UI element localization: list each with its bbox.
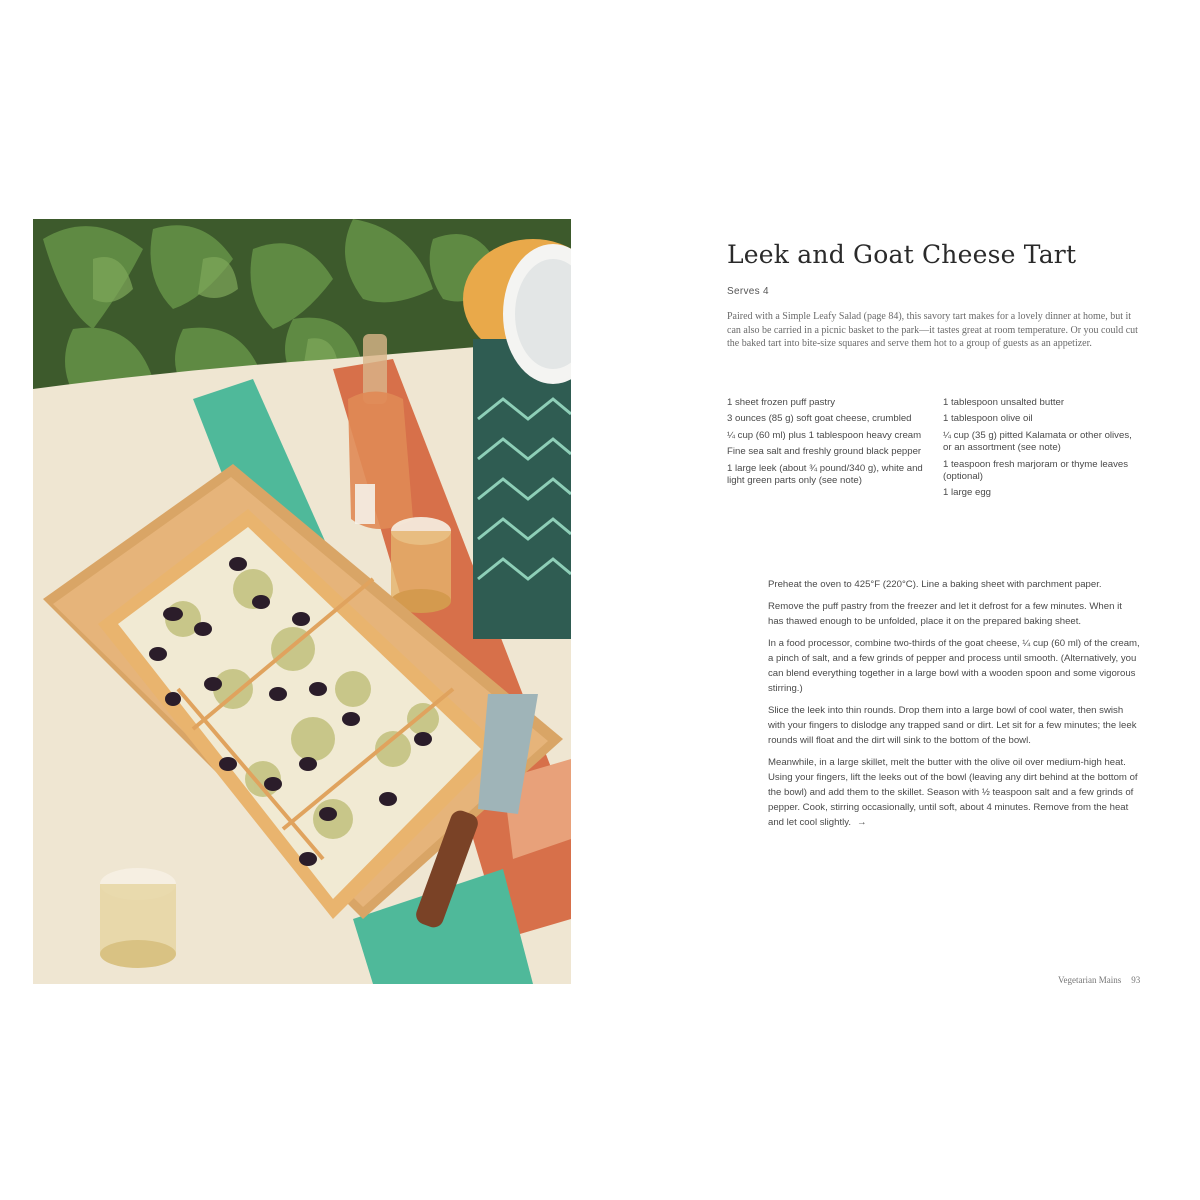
ingredient-item: ¼ cup (35 g) pitted Kalamata or other olives, or an assortment (see note) [943, 429, 1132, 454]
method-step: In a food processor, combine two-thirds of the goat cheese, ¼ cup (60 ml) of the cream, a pinch of salt, and a few grinds of pepper and process until smooth. (Alternatively, you can blend everything together in a large bowl with a wooden spoon and some vigorous stirring.) [768, 638, 1140, 694]
recipe-photo [33, 219, 571, 984]
ingredient-item: 1 large egg [943, 487, 992, 499]
method-step-last [768, 755, 1140, 830]
ingredient-item: 1 sheet frozen puff pastry [727, 397, 836, 408]
picnic-tart-illustration [33, 219, 571, 984]
method-step: Slice the leek into thin rounds. Drop them into a large bowl of cool water, then swish with your fingers to dislodge any trapped sand or dirt. Let sit for a few minutes; the leek rounds will float and the dirt will sink to the bottom of the bowl. [768, 705, 1137, 746]
ingredient-item: 3 ounces (85 g) soft goat cheese, crumbled [727, 413, 912, 425]
ingredient-item: 1 tablespoon unsalted butter [943, 397, 1065, 408]
footer-section-title: Vegetarian Mains [1058, 975, 1122, 985]
recipe-title: Leek and Goat Cheese Tart [727, 240, 1077, 269]
method-step: Preheat the oven to 425°F (220°C). Line a baking sheet with parchment paper. [768, 579, 1102, 590]
page-number: 93 [1131, 975, 1141, 985]
ingredients-right [943, 397, 1139, 504]
drinking-glass [100, 868, 176, 968]
continue-arrow-icon: → [857, 817, 867, 828]
method-steps [768, 577, 1140, 837]
ingredient-item: 1 tablespoon olive oil [943, 413, 1033, 425]
ingredient-item: Fine sea salt and freshly ground black pepper [727, 446, 922, 458]
drinking-glass [391, 517, 451, 613]
page-footer [1058, 975, 1140, 985]
method-step: Meanwhile, in a large skillet, melt the butter with the olive oil over medium-high heat. Using your fingers, lift the leeks out of the bowl (leaving any dirt behind at the bottom of the bowl) and add them to the skillet. Season with ½ teaspoon salt and a few grinds of pepper. Cook, stirring occasionally, until soft, about 4 minutes. Remove from the heat and let cool slightly. [768, 757, 1138, 828]
recipe-intro: Paired with a Simple Leafy Salad (page 84), this savory tart makes for a lovely dinner at home, but it can also be carried in a picnic basket to the park—it tastes great at room temperature. Or you could cut the baked tart into bite-size squares and serve them hot to a group of guests as an appetizer. [727, 311, 1138, 350]
ingredients-left [727, 397, 932, 491]
method-step: Remove the puff pastry from the freezer and let it defrost for a few minutes. When it has thawed enough to be unfolded, place it on the prepared baking sheet. [768, 601, 1122, 627]
ingredient-item: 1 large leek (about ¾ pound/340 g), white and light green parts only (see note) [727, 462, 923, 487]
ingredient-item: 1 teaspoon fresh marjoram or thyme leaves (optional) [943, 458, 1129, 483]
picnic-basket [463, 239, 571, 639]
serves-label: Serves 4 [727, 286, 769, 297]
ingredient-item: ¼ cup (60 ml) plus 1 tablespoon heavy cream [727, 429, 922, 441]
